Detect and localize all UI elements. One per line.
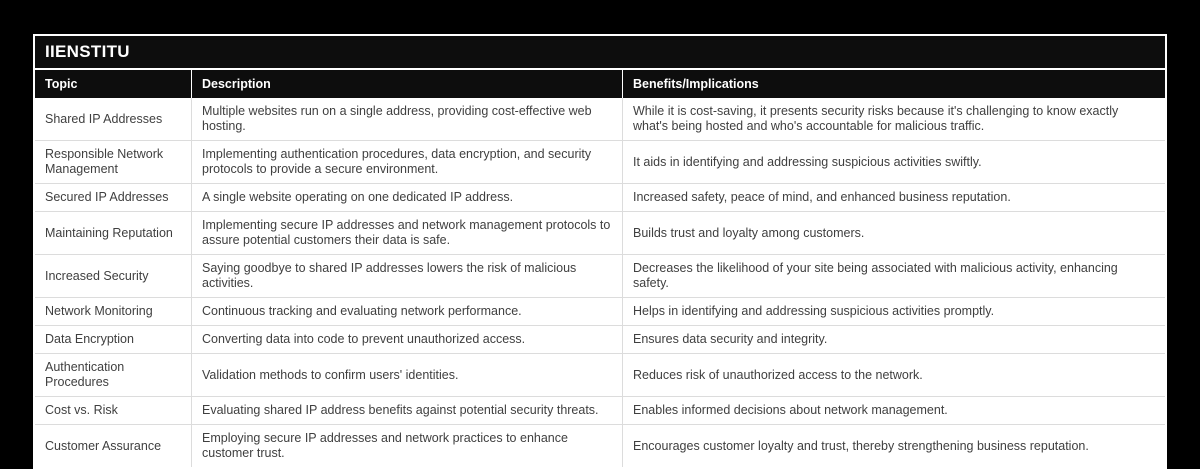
table-row: [35, 254, 1165, 297]
cell-text: While it is cost-saving, it presents security risks because it's challenging to know exactly what's being hosted and who's accountable for malicious traffic.: [633, 104, 1119, 133]
cell-description: [191, 397, 622, 424]
cell-description: [191, 255, 622, 297]
cell-text: Helps in identifying and addressing suspicious activities promptly.: [633, 304, 995, 318]
cell-topic: [35, 255, 191, 297]
cell-benefits: [622, 212, 1165, 254]
table-row: [35, 325, 1165, 353]
cell-text: Maintaining Reputation: [45, 225, 173, 240]
table-row: [35, 98, 1165, 140]
table-header-row: [35, 70, 1165, 98]
cell-text: Converting data into code to prevent unauthorized access.: [202, 332, 526, 346]
brand-title-bar: [35, 36, 1165, 68]
cell-benefits: [622, 326, 1165, 353]
cell-text: Shared IP Addresses: [45, 111, 163, 126]
cell-topic: [35, 397, 191, 424]
cell-text: Encourages customer loyalty and trust, thereby strengthening business reputation.: [633, 438, 1089, 453]
cell-benefits: [622, 184, 1165, 211]
brand-title: IIENSTITU: [45, 42, 130, 61]
cell-description: [191, 354, 622, 396]
cell-text: Customer Assurance: [45, 438, 162, 453]
cell-text: It aids in identifying and addressing suspicious activities swiftly.: [633, 154, 982, 169]
cell-text: Authentication Procedures: [45, 360, 125, 389]
cell-topic: [35, 184, 191, 211]
cell-text: Continuous tracking and evaluating network performance.: [202, 304, 522, 318]
cell-description: [191, 298, 622, 325]
cell-topic: [35, 212, 191, 254]
cell-topic: [35, 98, 191, 140]
cell-topic: [35, 298, 191, 325]
table-row: [35, 353, 1165, 396]
cell-text: Implementing authentication procedures, data encryption, and security protocols to provide a secure environment.: [202, 147, 592, 176]
table-row: [35, 424, 1165, 467]
cell-text: Enables informed decisions about network management.: [633, 403, 948, 417]
cell-benefits: [622, 354, 1165, 396]
table-row: [35, 183, 1165, 211]
cell-text: Multiple websites run on a single address, providing cost-effective web hosting.: [202, 104, 592, 133]
cell-text: Implementing secure IP addresses and network management protocols to assure potential customers their data is safe.: [202, 218, 611, 247]
cell-description: [191, 184, 622, 211]
cell-description: [191, 141, 622, 183]
cell-text: Cost vs. Risk: [45, 403, 118, 417]
cell-description: [191, 212, 622, 254]
cell-description: [191, 425, 622, 467]
table-row: [35, 211, 1165, 254]
cell-text: Secured IP Addresses: [45, 190, 169, 204]
cell-text: Saying goodbye to shared IP addresses lowers the risk of malicious activities.: [202, 261, 577, 290]
cell-text: Responsible Network Management: [45, 147, 164, 176]
cell-text: Increased safety, peace of mind, and enhanced business reputation.: [633, 190, 1011, 204]
column-header-topic: Topic: [35, 70, 191, 98]
table-row: [35, 297, 1165, 325]
cell-text: Evaluating shared IP address benefits against potential security threats.: [202, 403, 599, 417]
cell-topic: [35, 425, 191, 467]
cell-description: [191, 98, 622, 140]
cell-benefits: [622, 397, 1165, 424]
cell-topic: [35, 354, 191, 396]
cell-topic: [35, 141, 191, 183]
cell-benefits: [622, 141, 1165, 183]
cell-text: Decreases the likelihood of your site being associated with malicious activity, enhancing safety.: [633, 261, 1118, 290]
cell-text: Ensures data security and integrity.: [633, 332, 828, 346]
cell-text: Employing secure IP addresses and network practices to enhance customer trust.: [202, 431, 568, 460]
cell-text: Increased Security: [45, 268, 149, 283]
cell-benefits: [622, 298, 1165, 325]
table-row: [35, 140, 1165, 183]
cell-benefits: [622, 425, 1165, 467]
cell-text: Builds trust and loyalty among customers.: [633, 225, 865, 240]
cell-text: Reduces risk of unauthorized access to the network.: [633, 367, 923, 382]
cell-text: Data Encryption: [45, 332, 134, 346]
cell-benefits: [622, 255, 1165, 297]
cell-benefits: [622, 98, 1165, 140]
cell-text: Validation methods to confirm users' identities.: [202, 367, 459, 382]
column-header-benefits: Benefits/Implications: [622, 70, 1165, 98]
table-row: [35, 396, 1165, 424]
cell-topic: [35, 326, 191, 353]
security-table-card: [33, 34, 1167, 469]
cell-text: Network Monitoring: [45, 304, 153, 318]
cell-description: [191, 326, 622, 353]
column-header-description: Description: [191, 70, 622, 98]
cell-text: A single website operating on one dedicated IP address.: [202, 190, 514, 204]
